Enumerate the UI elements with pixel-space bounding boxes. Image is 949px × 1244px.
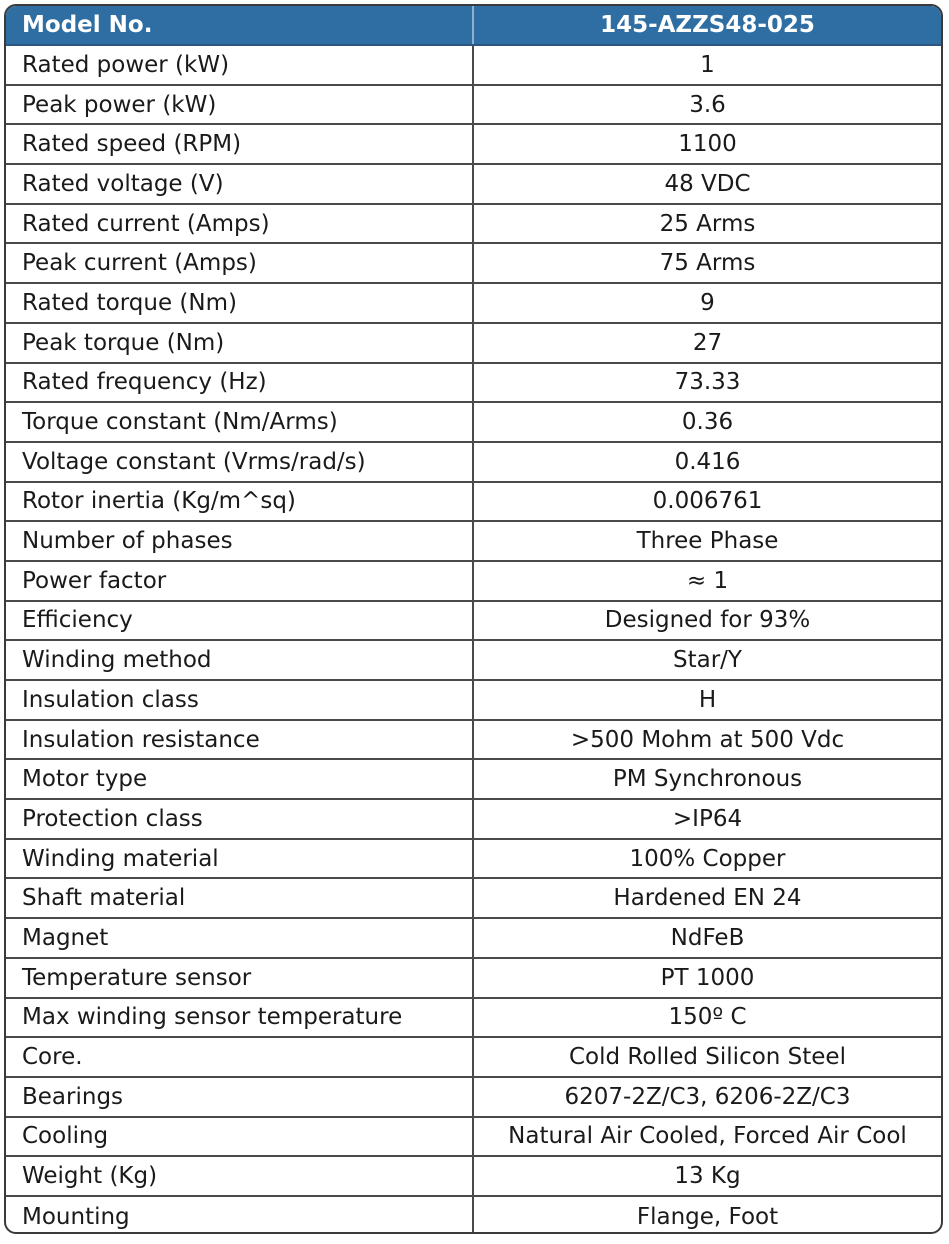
table-row (6, 562, 941, 602)
row-label: Insulation class (6, 681, 474, 719)
table-row (6, 443, 941, 483)
row-value: 27 (692, 329, 723, 356)
row-value: Natural Air Cooled, Forced Air Cool (508, 1123, 907, 1150)
row-value: Flange, Foot (636, 1203, 779, 1230)
row-value: 1100 (678, 131, 737, 158)
table-row (6, 86, 941, 126)
row-value: 25 Arms (659, 210, 756, 237)
row-label: Voltage constant (Vrms/rad/s) (6, 443, 474, 481)
header-label: Model No. (6, 6, 474, 44)
table-row (6, 1038, 941, 1078)
row-value: PT 1000 (660, 964, 755, 991)
row-label: Rated voltage (V) (6, 165, 474, 203)
row-value: >IP64 (672, 805, 743, 832)
row-label: Peak torque (Nm) (6, 324, 474, 362)
table-row (6, 879, 941, 919)
row-value: H (698, 686, 717, 713)
table-row (6, 125, 941, 165)
row-value: PM Synchronous (612, 766, 803, 793)
table-row (6, 483, 941, 523)
row-label: Insulation resistance (6, 721, 474, 759)
row-label: Efficiency (6, 602, 474, 640)
table-row (6, 959, 941, 999)
row-label: Shaft material (6, 879, 474, 917)
row-label: Rated power (kW) (6, 46, 474, 84)
row-label: Rated current (Amps) (6, 205, 474, 243)
table-row (6, 999, 941, 1039)
row-label: Peak power (kW) (6, 86, 474, 124)
table-row (6, 760, 941, 800)
table-row (6, 1118, 941, 1158)
row-label: Rated torque (Nm) (6, 284, 474, 322)
row-value: 6207-2Z/C3, 6206-2Z/C3 (564, 1083, 851, 1110)
row-value: 150º C (668, 1004, 747, 1031)
table-row (6, 721, 941, 761)
row-value: 9 (700, 289, 715, 316)
row-label: Rotor inertia (Kg/m^sq) (6, 483, 474, 521)
row-value: 0.36 (681, 409, 734, 436)
table-row (6, 1157, 941, 1197)
row-value: 73.33 (674, 369, 741, 396)
row-label: Number of phases (6, 522, 474, 560)
table-row (6, 1078, 941, 1118)
row-label: Mounting (6, 1197, 474, 1234)
row-value: 1 (700, 51, 715, 78)
row-label: Max winding sensor temperature (6, 999, 474, 1037)
row-value: ≈ 1 (686, 567, 729, 594)
row-label: Core. (6, 1038, 474, 1076)
row-value: Star/Y (673, 647, 742, 674)
row-label: Cooling (6, 1118, 474, 1156)
row-value: Hardened EN 24 (613, 885, 802, 912)
row-label: Temperature sensor (6, 959, 474, 997)
spec-table (4, 4, 943, 1234)
table-row (6, 284, 941, 324)
table-row (6, 205, 941, 245)
table-row (6, 1197, 941, 1234)
row-value: Designed for 93% (604, 607, 811, 634)
row-label: Motor type (6, 760, 474, 798)
row-value: 0.006761 (652, 488, 763, 515)
table-row (6, 800, 941, 840)
row-value: 75 Arms (659, 250, 756, 277)
header-value: 145-AZZS48-025 (600, 12, 815, 38)
row-label: Weight (Kg) (6, 1157, 474, 1195)
table-row (6, 403, 941, 443)
table-header-row (6, 6, 941, 46)
row-label: Magnet (6, 919, 474, 957)
row-label: Torque constant (Nm/Arms) (6, 403, 474, 441)
table-row (6, 165, 941, 205)
row-value: 3.6 (689, 91, 726, 118)
row-value: 13 Kg (674, 1163, 741, 1190)
row-value: 48 VDC (664, 170, 751, 197)
row-label: Peak current (Amps) (6, 244, 474, 282)
table-row (6, 244, 941, 284)
table-row (6, 324, 941, 364)
row-label: Winding material (6, 840, 474, 878)
row-label: Protection class (6, 800, 474, 838)
row-value: NdFeB (670, 924, 745, 951)
row-label: Bearings (6, 1078, 474, 1116)
row-value: Three Phase (636, 528, 779, 555)
row-label: Power factor (6, 562, 474, 600)
row-label: Winding method (6, 641, 474, 679)
table-row (6, 840, 941, 880)
row-value: 100% Copper (629, 845, 786, 872)
row-label: Rated frequency (Hz) (6, 364, 474, 402)
table-row (6, 602, 941, 642)
table-row (6, 364, 941, 404)
table-row (6, 46, 941, 86)
table-row (6, 641, 941, 681)
table-row (6, 681, 941, 721)
row-label: Rated speed (RPM) (6, 125, 474, 163)
row-value: Cold Rolled Silicon Steel (569, 1044, 846, 1071)
table-row (6, 522, 941, 562)
row-value: >500 Mohm at 500 Vdc (570, 726, 845, 753)
row-value: 0.416 (674, 448, 741, 475)
table-row (6, 919, 941, 959)
